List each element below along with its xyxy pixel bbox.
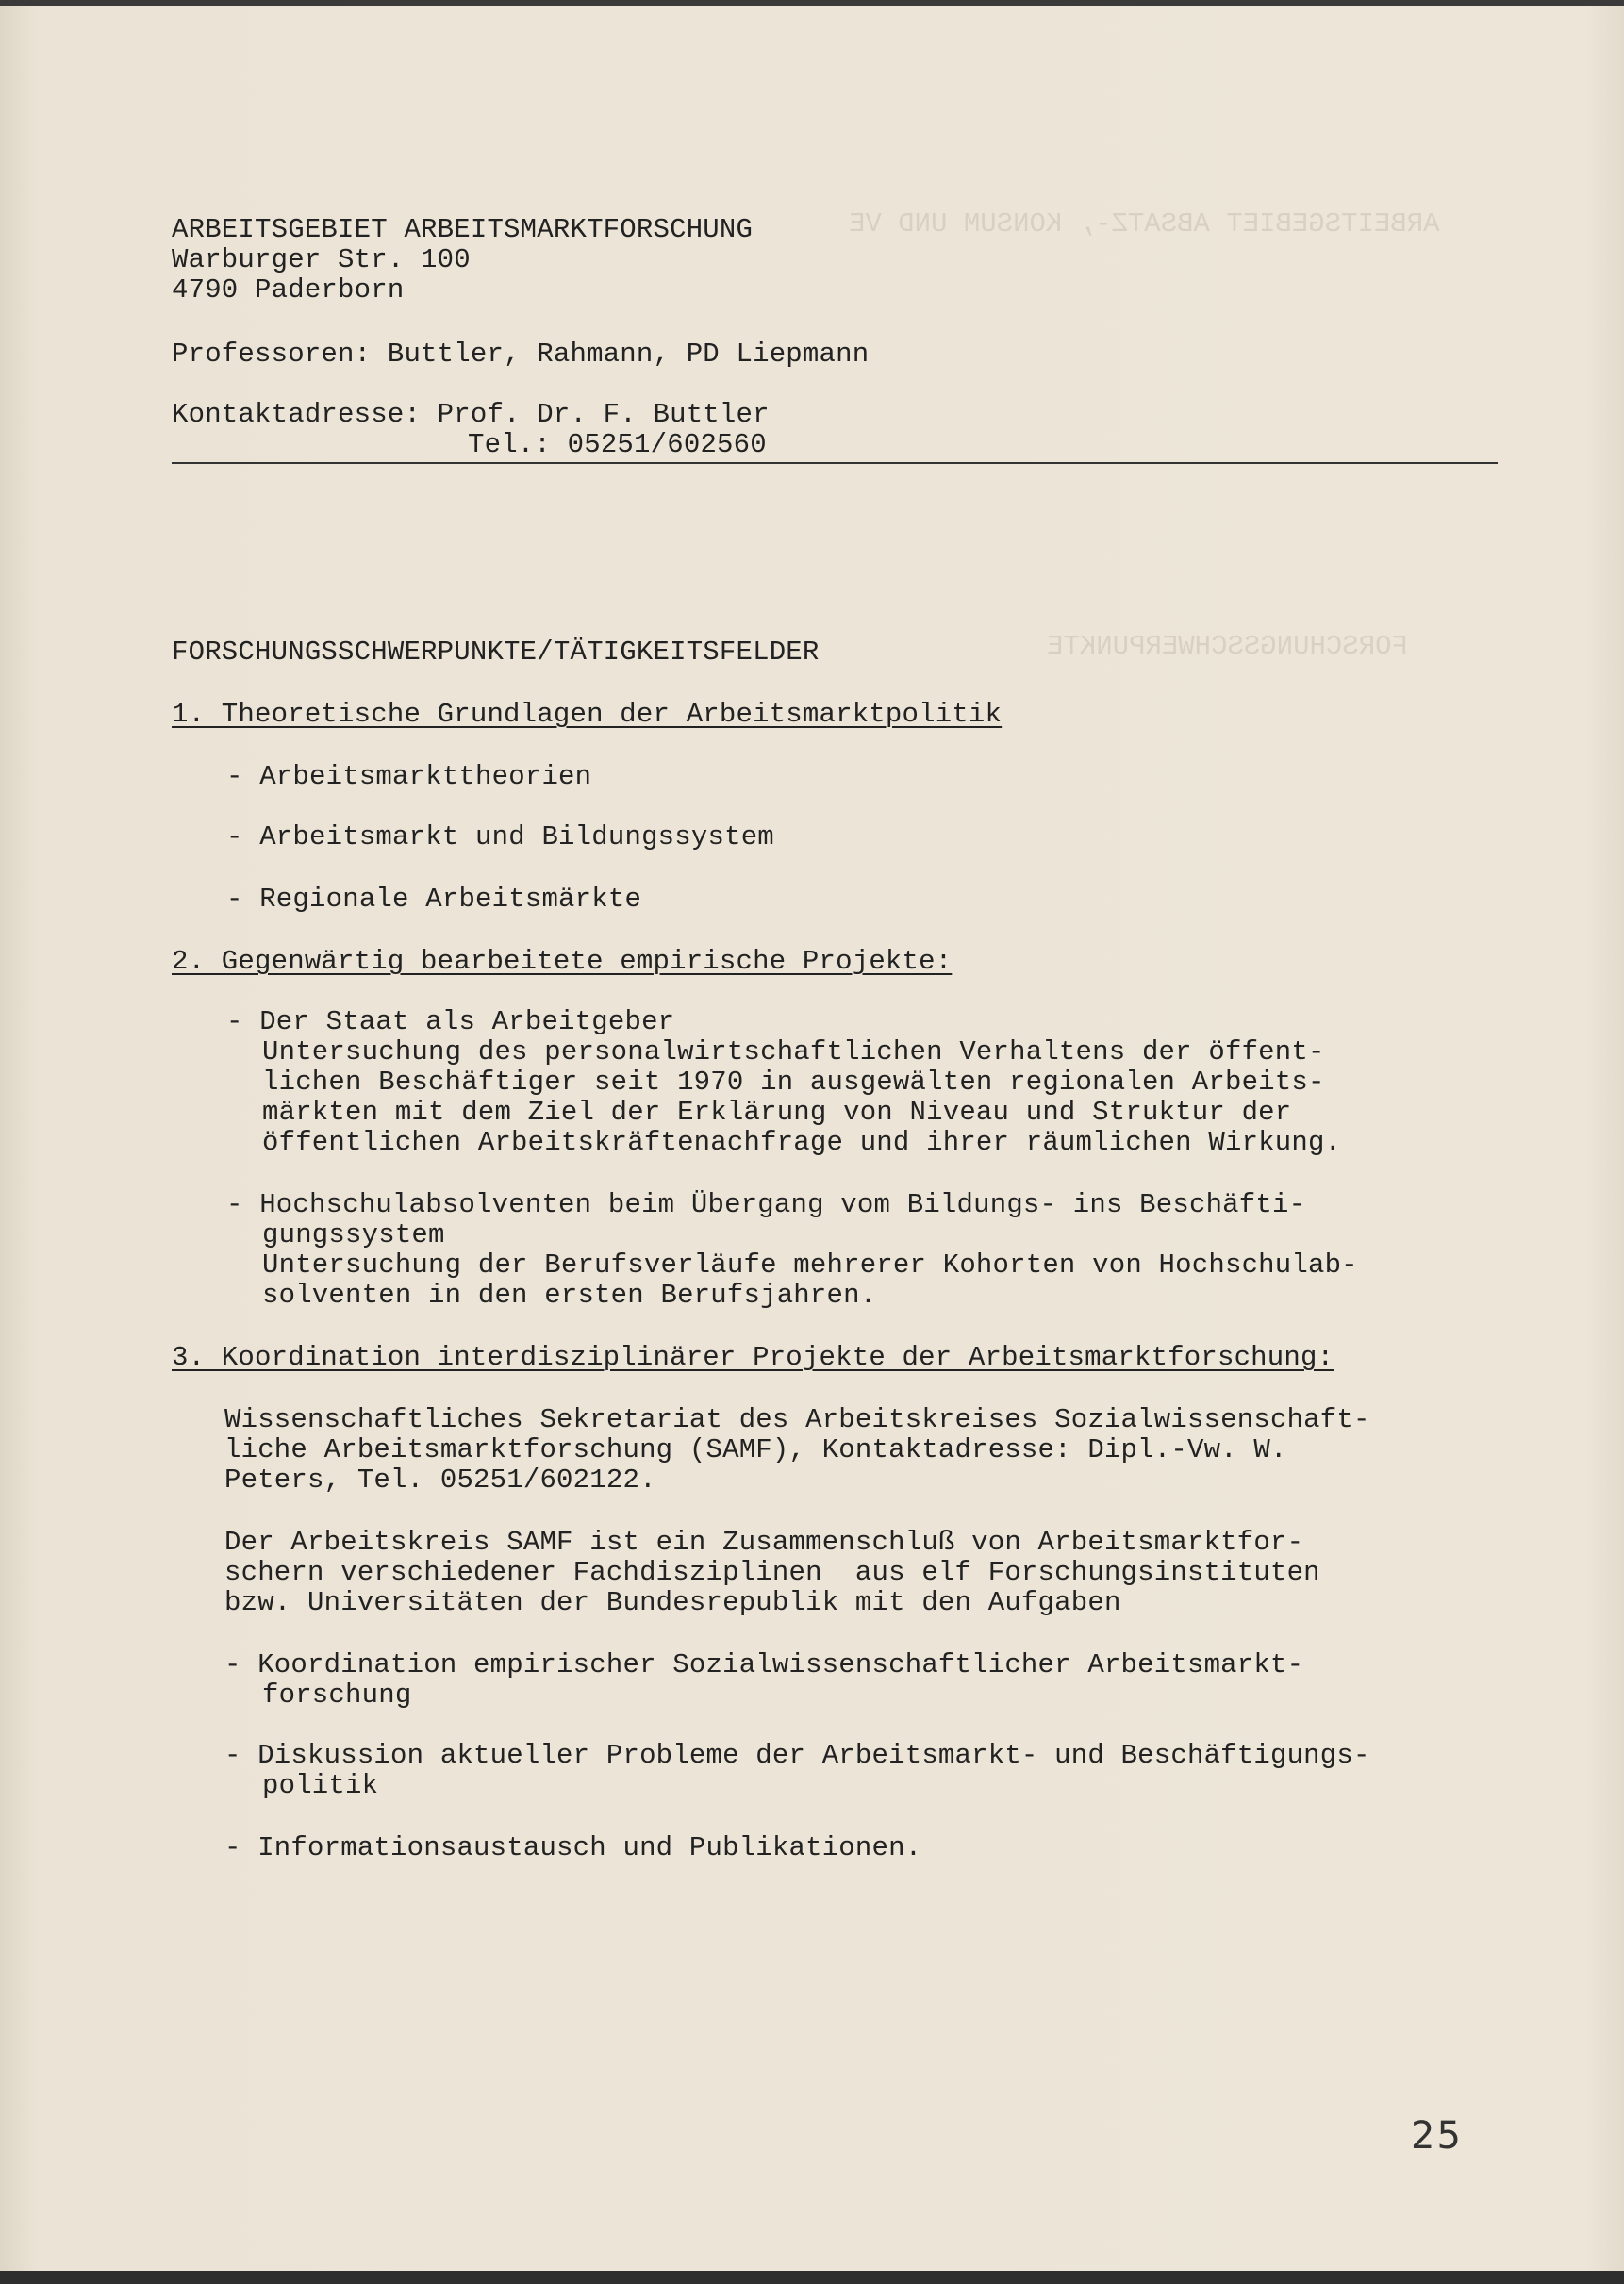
page-number: 25 [1411, 2114, 1463, 2158]
list-item: - Diskussion aktueller Probleme der Arbeitsmarkt- und Beschäftigungs- [224, 1740, 1370, 1771]
header-divider [172, 462, 1498, 464]
project-title: - Der Staat als Arbeitgeber [226, 1006, 675, 1037]
top-edge [0, 0, 1624, 6]
show-through-text: FORSCHUNGSSCHWERPUNKTE [1047, 631, 1408, 662]
paragraph-line: Wissenschaftliches Sekretariat des Arbeitskreises Sozialwissenschaft- [224, 1404, 1370, 1435]
paragraph-line: schern verschiedener Fachdisziplinen aus elf Forschungsinstituten [224, 1557, 1320, 1588]
section1-heading: 1. Theoretische Grundlagen der Arbeitsmarktpolitik [172, 699, 1003, 730]
focus-title: FORSCHUNGSSCHWERPUNKTE/TÄTIGKEITSFELDER [172, 637, 820, 668]
city-address: 4790 Paderborn [172, 274, 405, 306]
section3-heading: 3. Koordination interdisziplinärer Projekte der Arbeitsmarktforschung: [172, 1342, 1334, 1373]
project-text: Untersuchung des personalwirtschaftlichen Verhaltens der öffent- [262, 1036, 1325, 1068]
project-title: - Hochschulabsolventen beim Übergang vom Bildungs- ins Beschäfti- [226, 1189, 1306, 1220]
street-address: Warburger Str. 100 [172, 244, 471, 275]
list-item: - Arbeitsmarkttheorien [226, 761, 592, 792]
project-text: solventen in den ersten Berufsjahren. [262, 1280, 877, 1311]
paragraph-line: Der Arbeitskreis SAMF ist ein Zusammenschluß von Arbeitsmarktfor- [224, 1527, 1304, 1558]
show-through-text: ARBEITSGEBIET ABSATZ-, KONSUM UND VE [849, 208, 1440, 240]
paragraph-line: Peters, Tel. 05251/602122. [224, 1465, 656, 1496]
project-text: öffentlichen Arbeitskräftenachfrage und ihrer räumlichen Wirkung. [262, 1127, 1342, 1158]
project-text: gungssystem [262, 1219, 445, 1250]
list-item: - Koordination empirischer Sozialwissenschaftlicher Arbeitsmarkt- [224, 1649, 1304, 1680]
list-item: - Arbeitsmarkt und Bildungssystem [226, 821, 774, 852]
professors-line: Professoren: Buttler, Rahmann, PD Liepmann [172, 339, 870, 370]
contact-line: Kontaktadresse: Prof. Dr. F. Buttler [172, 399, 770, 430]
phone-line: Tel.: 05251/602560 [468, 429, 767, 460]
paragraph-line: bzw. Universitäten der Bundesrepublik mit den Aufgaben [224, 1587, 1121, 1618]
project-text: Untersuchung der Berufsverläufe mehrerer Kohorten von Hochschulab- [262, 1250, 1358, 1281]
paragraph-line: liche Arbeitsmarktforschung (SAMF), Kontaktadresse: Dipl.-Vw. W. [224, 1434, 1287, 1465]
list-item: - Informationsaustausch und Publikationen. [224, 1832, 922, 1863]
list-item: politik [262, 1770, 379, 1801]
list-item: forschung [262, 1680, 412, 1711]
list-item: - Regionale Arbeitsmärkte [226, 884, 642, 915]
section2-heading: 2. Gegenwärtig bearbeitete empirische Projekte: [172, 946, 953, 977]
bottom-edge [0, 2271, 1624, 2284]
project-text: lichen Beschäftiger seit 1970 in ausgewälten regionalen Arbeits- [262, 1067, 1325, 1098]
project-text: märkten mit dem Ziel der Erklärung von Niveau und Struktur der [262, 1097, 1292, 1128]
institute-name: ARBEITSGEBIET ARBEITSMARKTFORSCHUNG [172, 214, 754, 245]
